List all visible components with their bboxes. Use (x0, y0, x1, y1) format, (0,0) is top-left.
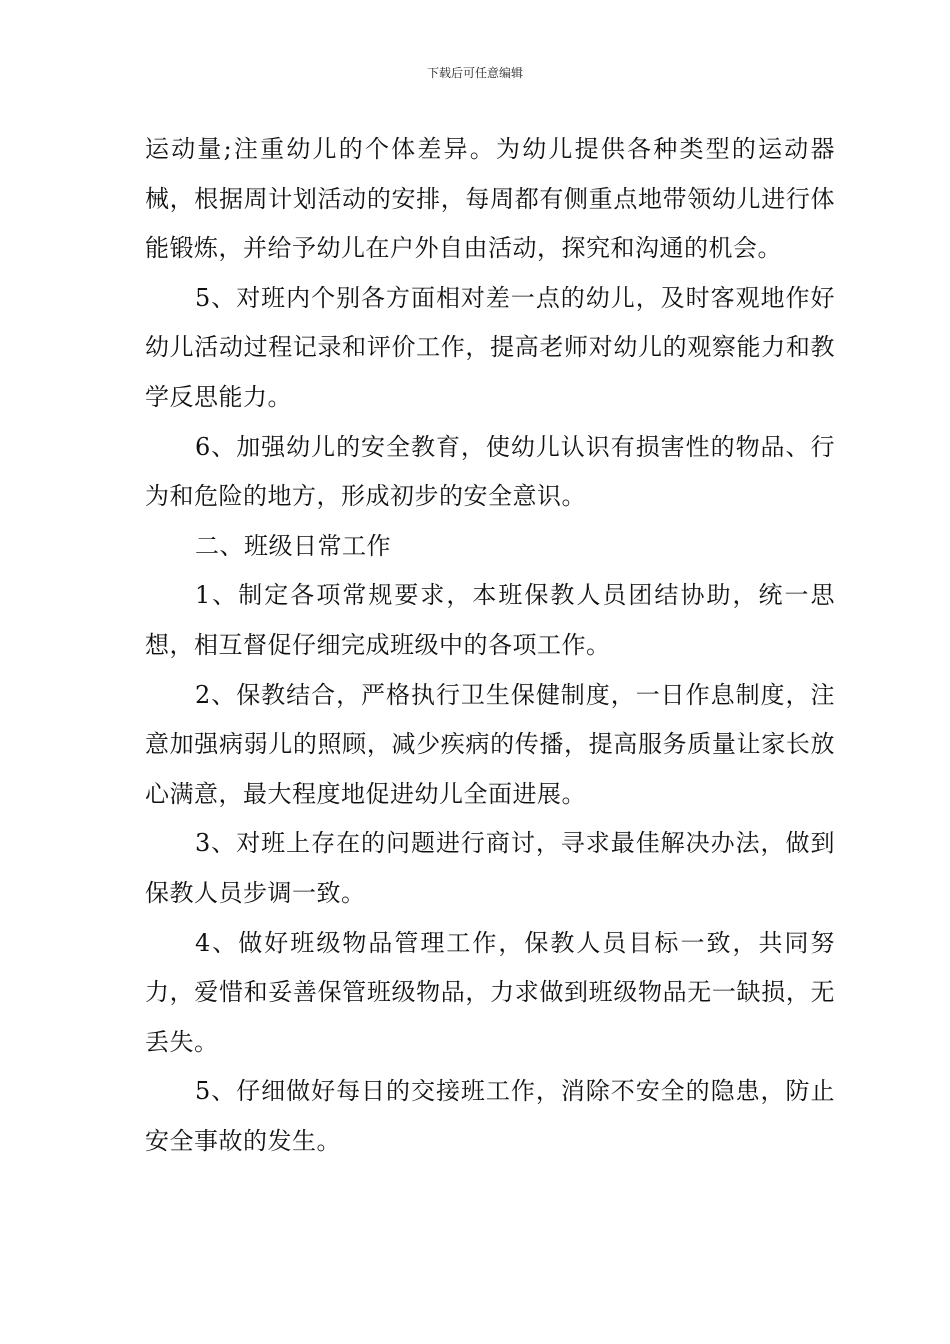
paragraph-5: 2、保教结合，严格执行卫生保健制度，一日作息制度，注意加强病弱儿的照顾，减少疾病的传播，提高服务质量让家长放心满意，最大程度地促进幼儿全面进展。 (145, 680, 835, 808)
page-header-note: 下载后可任意编辑 (426, 66, 523, 80)
paragraph-8: 5、仔细做好每日的交接班工作，消除不安全的隐患，防止安全事故的发生。 (145, 1077, 835, 1155)
section-heading: 二、班级日常工作 (195, 531, 391, 560)
paragraph-7: 4、做好班级物品管理工作，保教人员目标一致，共同努力，爱惜和妥善保管班级物品，力求做到班级物品无一缺损，无丢失。 (145, 928, 835, 1056)
paragraph-3: 6、加强幼儿的安全教育，使幼儿认识有损害性的物品、行为和危险的地方，形成初步的安全意识。 (145, 432, 835, 511)
paragraph-6: 3、对班上存在的问题进行商讨，寻求最佳解决办法，做到保教人员步调一致。 (145, 829, 835, 907)
paragraph-4: 1、制定各项常规要求，本班保教人员团结协助，统一思想，相互督促仔细完成班级中的各项工作。 (145, 581, 835, 659)
paragraph-2: 5、对班内个别各方面相对差一点的幼儿，及时客观地作好幼儿活动过程记录和评价工作，提高老师对幼儿的观察能力和教学反思能力。 (145, 283, 835, 411)
document-body (145, 125, 835, 1166)
paragraph-1: 运动量;注重幼儿的个体差异。为幼儿提供各种类型的运动器械，根据周计划活动的安排，每周都有侧重点地带领幼儿进行体能锻炼，并给予幼儿在户外自由活动，探究和沟通的机会。 (145, 135, 835, 263)
